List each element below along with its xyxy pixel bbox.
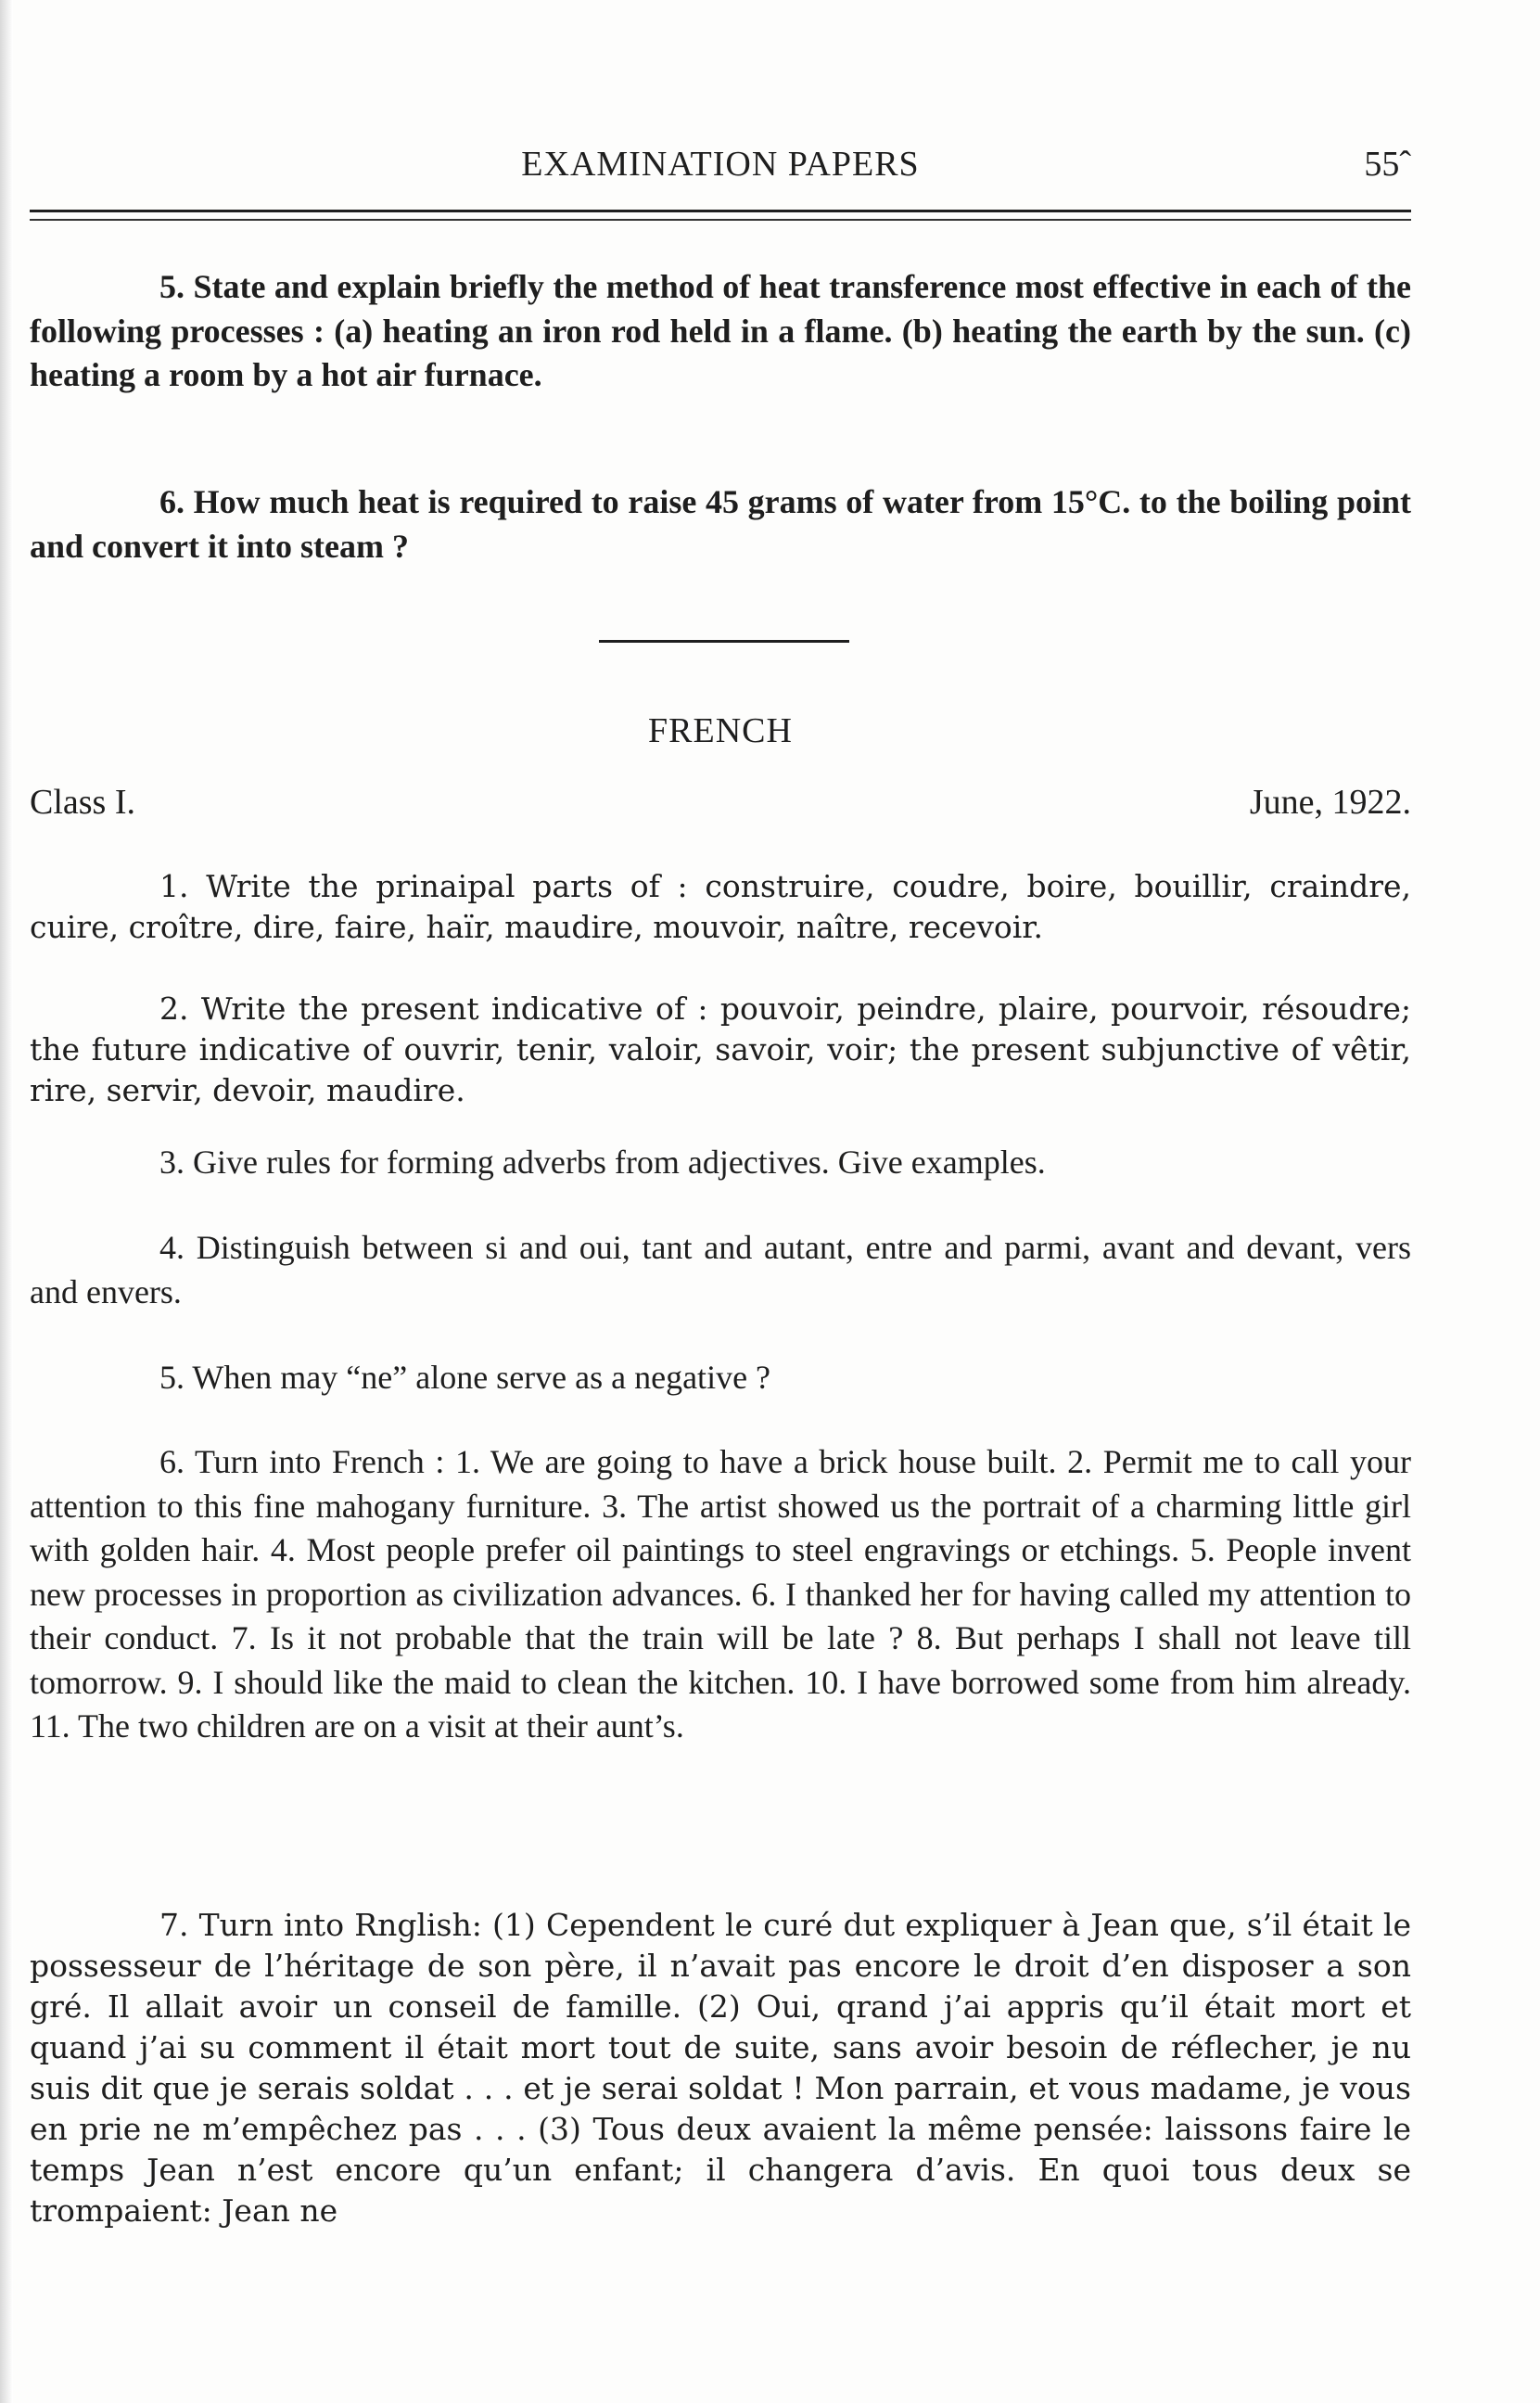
physics-question-6: 6. How much heat is required to raise 45 grams of water from 15°C. to the boiling point and convert it into steam ? — [30, 483, 1411, 565]
french-question-1: 1. Write the prinaipal parts of : construire, coudre, boire, bouillir, craindre, cuire, croître, dire, faire, haïr, maudire, mouvoir, naître, recevoir. — [30, 868, 1411, 945]
french-question-3: 3. Give rules for forming adverbs from adjectives. Give examples. — [159, 1144, 1046, 1181]
physics-question-5: 5. State and explain briefly the method of heat transference most effective in each of the following processes : (a) heating an iron rod held in a flame. (b) heating the earth by the sun. (c) heating a room by a hot air furnace. — [30, 268, 1411, 393]
class-label: Class I. — [30, 783, 135, 822]
french-question-2: 2. Write the present indicative of : pouvoir, peindre, plaire, pourvoir, résoudre; the future indicative of ouvrir, tenir, valoir, savoir, voir; the present subjunctive of vêtir, rire, servir, devoir, maudire. — [30, 991, 1411, 1108]
french-question-6: 6. Turn into French : 1. We are going to have a brick house built. 2. Permit me to call your attention to this fine mahogany furniture. 3. The artist showed us the portrait of a charming little girl with golden hair. 4. Most people prefer oil paintings to steel engravings or etchings. 5. People invent new processes in proportion as civilization advances. 6. I thanked her for having called my attention to their conduct. 7. Is it not probable that the train will be late ? 8. But perhaps I shall not leave till tomorrow. 9. I should like the maid to clean the kitchen. 10. I have borrowed some from him already. 11. The two children are on a visit at their aunt’s. — [30, 1443, 1411, 1745]
french-question-4: 4. Distinguish between si and oui, tant and autant, entre and parmi, avant and devant, vers and envers. — [30, 1229, 1411, 1310]
running-head: EXAMINATION PAPERS — [521, 145, 920, 184]
french-question-7: 7. Turn into Rnglish: (1) Cependent le curé dut expliquer à Jean que, s’il était le possesseur de l’héritage de son père, il n’avait pas encore le droit d’en disposer a son gré. Il allait avoir un conseil de famille. (2) Oui, qrand j’ai appris qu’il était mort et quand j’ai su comment il était mort tout de suite, sans avoir besoin de réflecher, je nu suis dit que je serais soldat . . . et je serai soldat ! Mon parrain, et vous madame, je vous en prie ne m’empêchez pas . . . (3) Tous deux avaient la même pensée: laissons faire le temps Jean n’est encore qu’un enfant; il changera d’avis. En quoi tous deux se trompaient: Jean ne — [30, 1907, 1411, 2229]
header-rule — [30, 210, 1411, 212]
exam-date: June, 1922. — [1249, 783, 1411, 822]
header-rule-thin — [30, 219, 1411, 221]
french-question-5: 5. When may “ne” alone serve as a negative ? — [159, 1359, 771, 1396]
page-header — [30, 144, 1411, 190]
page-edge-shadow — [0, 0, 13, 2403]
page-number: 55ˆ — [1364, 145, 1411, 184]
section-divider — [599, 640, 849, 643]
section-title: FRENCH — [648, 711, 793, 750]
